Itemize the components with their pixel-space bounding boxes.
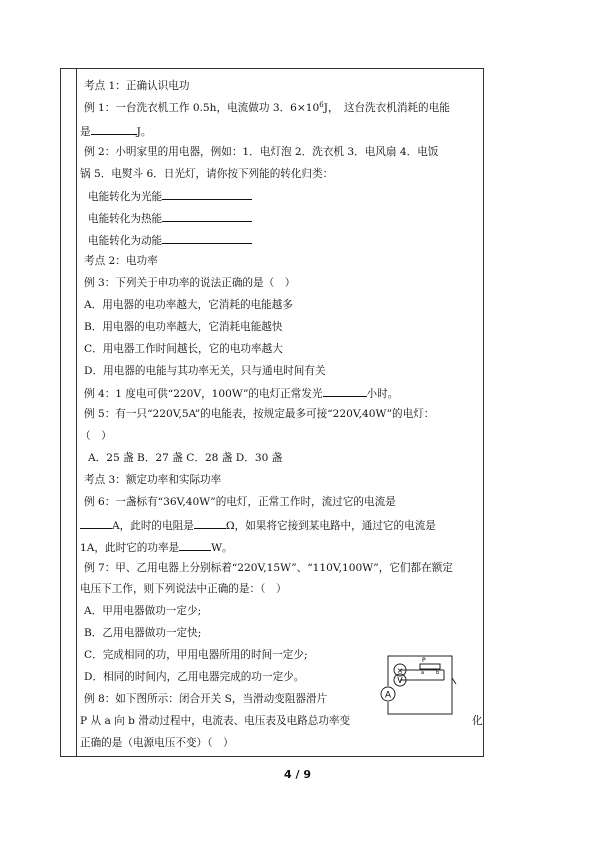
ammeter-label: A (384, 690, 392, 701)
answer-blank[interactable] (162, 207, 252, 222)
voltmeter-label: V (397, 676, 403, 685)
slider-label: P (422, 657, 426, 664)
category-motion: 电能转化为动能 (80, 229, 480, 251)
page-number: 4 / 9 (284, 768, 311, 781)
section-heading-2: 考点 2：电功率 (84, 255, 158, 268)
example-1: 例 1：一台洗衣机工作 0.5h，电流做功 3．$6\times 10^6J$， 这台洗衣机消耗的电能 (84, 100, 450, 114)
answer-blank[interactable] (323, 382, 367, 397)
answer-blank[interactable] (179, 536, 211, 551)
example-5: 例 5：有一只“220V,5A”的电能表，按规定最多可接“220V,40W”的电灯： (84, 408, 435, 421)
category-heat: 电能转化为热能 (80, 207, 480, 229)
exponent: 6 (319, 100, 324, 109)
example-1-cont: 是 J。 (80, 120, 480, 142)
section-heading-1: 考点 1：正确认识电功 (84, 80, 190, 92)
switch-icon (452, 678, 456, 684)
answer-blank[interactable] (91, 120, 137, 135)
example-8-cont: P 从 a 向 b 滑动过程中，电流表、电压表及电路总功率变 化 (80, 711, 480, 733)
end-b-label: b (436, 670, 440, 676)
option-b: B．用电器的电功率越大，它消耗电能越快 (84, 320, 283, 333)
lamp-label: × (396, 666, 404, 675)
example-8: 例 8：如下图所示：闭合开关 S，当滑动变阻器滑片 (84, 692, 328, 705)
end-a-label: a (421, 670, 425, 676)
answer-blank[interactable] (162, 185, 252, 200)
trailing-char: 化 (472, 714, 483, 727)
table-left-column-divider (76, 69, 77, 756)
answer-blank[interactable] (162, 229, 252, 244)
example-6: 例 6：一盏标有“36V,40W”的电灯，正常工作时，流过它的电流是 (84, 495, 396, 508)
section-heading-3: 考点 3：额定功率和实际功率 (84, 474, 222, 487)
option-a: A．甲用电器做功一定少; (84, 605, 202, 618)
rheostat (420, 664, 440, 669)
answer-blank[interactable] (80, 514, 112, 529)
option-b: B．乙用电器做功一定快; (84, 627, 202, 640)
example-6-cont-2: 1A，此时它的功率是 W。 (80, 536, 480, 558)
option-d: D．用电器的电能与其功率无关，只与通电时间有关 (84, 364, 326, 377)
example-7-cont: 电压下工作，则下列说法中正确的是：（ ） (80, 583, 287, 596)
example-7: 例 7：甲、乙用电器上分别标着“220V,15W”、“110V,100W”，它们都在额定 (84, 561, 453, 574)
example-8-cont-2: 正确的是（电源电压不变）（ ） (80, 736, 234, 749)
example-3: 例 3：下列关于申功率的说法正确的是（ ） (84, 277, 296, 290)
example-2: 例 2：小明家里的用电器，例如：1．电灯泡 2．洗衣机 3．电风扇 4．电饭 (84, 145, 439, 158)
option-d: D．相同的时间内，乙用电器完成的功一定少。 (84, 671, 305, 684)
answer-blank[interactable] (194, 514, 226, 529)
option-a: A．用电器的电功率越大，它消耗的电能越多 (84, 298, 293, 311)
option-c: C．完成相同的功，甲用电器所用的时间一定少; (84, 649, 308, 662)
example-6-cont: A，此时的电阻是 Ω，如果将它接到某电路中，通过它的电流是 (80, 514, 480, 536)
example-2-cont: 锅 5．电熨斗 6．日光灯，请你按下列能的转化归类： (80, 167, 334, 180)
example-4: 例 4：1 度电可供“220V，100W”的电灯正常发光 小时。 (80, 382, 480, 404)
circuit-diagram (370, 650, 460, 720)
example-5-bracket: （ ） (80, 430, 112, 443)
category-light: 电能转化为光能 (80, 185, 480, 207)
option-c: C．用电器工作时间越长，它的电功率越大 (84, 342, 283, 355)
example-5-options: A．25 盏 B．27 盏 C．28 盏 D．30 盏 (88, 452, 283, 465)
